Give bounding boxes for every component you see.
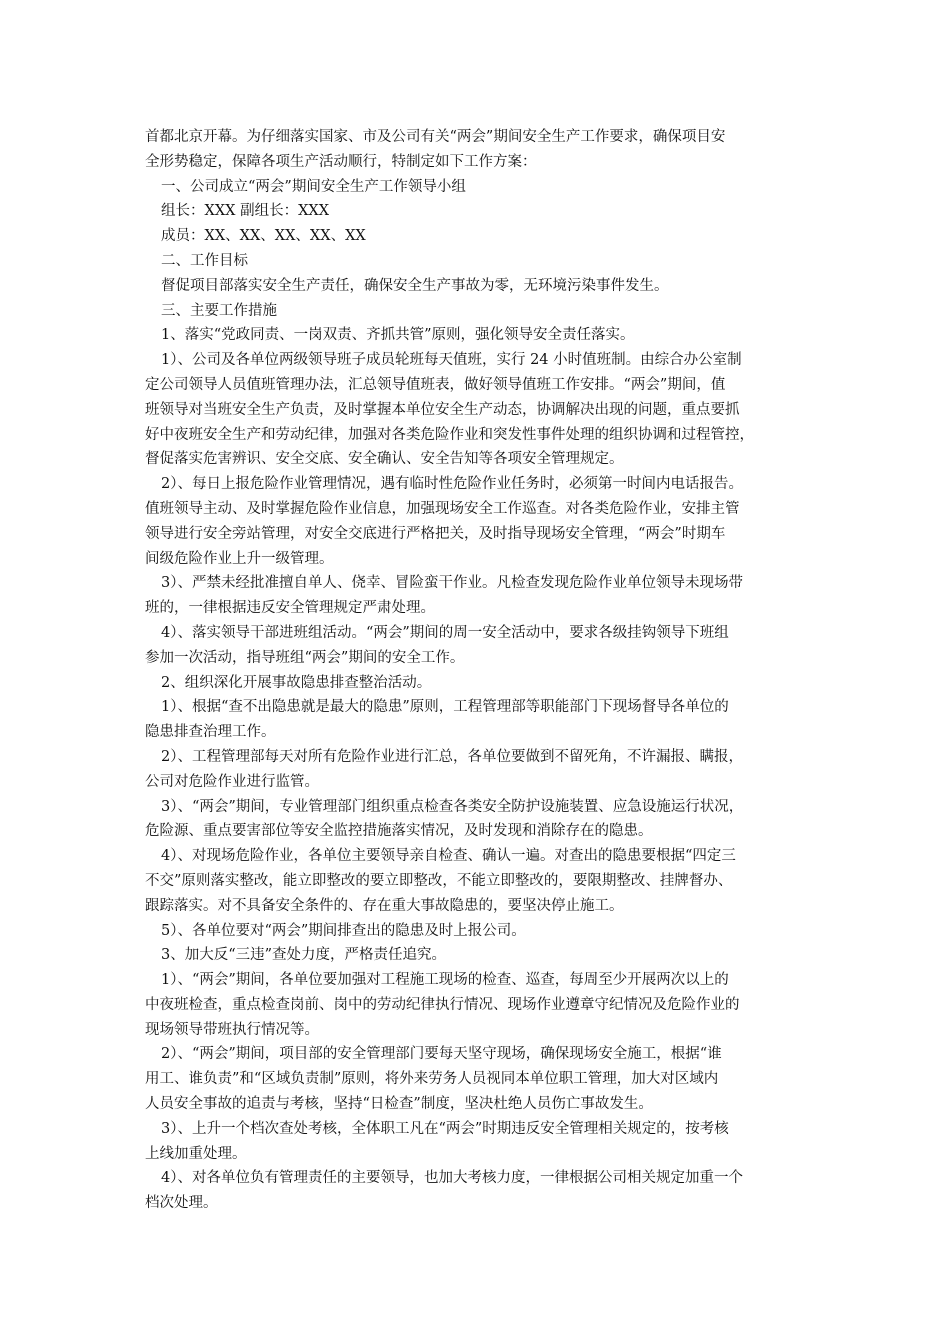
text-line: 好中夜班安全生产和劳动纪律，加强对各类危险作业和突发性事件处理的组织协调和过程管控，: [145, 426, 754, 443]
text-line: 4）、落实领导干部进班组活动。“两会”期间的周一安全活动中，要求各级挂钩领导下班组: [161, 624, 729, 641]
text-line: 1）、根据“查不出隐患就是最大的隐患”原则，工程管理部等职能部门下现场督导各单位的: [161, 699, 729, 716]
text-line: 二、工作目标: [161, 252, 248, 269]
text-line: 一、公司成立“两会”期间安全生产工作领导小组: [161, 178, 466, 195]
text-line: 用工、谁负责”和“区域负责制”原则，将外来劳务人员视同本单位职工管理，加大对区域内: [145, 1071, 719, 1088]
text-line: 2）、“两会”期间，项目部的安全管理部门要每天坚守现场，确保现场安全施工，根据“谁: [161, 1046, 722, 1063]
text-line: 值班领导主动、及时掌握危险作业信息，加强现场安全工作巡查。对各类危险作业，安排主管: [145, 500, 740, 517]
text-line: 3）、严禁未经批准擅自单人、侥幸、冒险蛮干作业。凡检查发现危险作业单位领导未现场带: [161, 575, 743, 592]
text-line: 跟踪落实。对不具备安全条件的、存在重大事故隐患的，要坚决停止施工。: [145, 897, 624, 914]
text-line: 三、主要工作措施: [161, 302, 277, 319]
text-line: 2）、每日上报危险作业管理情况，遇有临时性危险作业任务时，必须第一时间内电话报告。: [161, 476, 743, 493]
text-line: 组长：XXX 副组长：XXX: [161, 203, 330, 220]
text-line: 4）、对现场危险作业，各单位主要领导亲自检查、确认一遍。对查出的隐患要根据“四定三: [161, 848, 736, 865]
text-line: 督促落实危害辨识、安全交底、安全确认、安全告知等各项安全管理规定。: [145, 451, 624, 468]
text-line: 2）、工程管理部每天对所有危险作业进行汇总，各单位要做到不留死角，不许漏报、瞒报，: [161, 748, 743, 765]
text-line: 3）、“两会”期间，专业管理部门组织重点检查各类安全防护设施装置、应急设施运行状况，: [161, 798, 744, 815]
text-line: 1、落实“党政同责、一岗双责、齐抓共管”原则，强化领导安全责任落实。: [161, 327, 635, 344]
text-line: 督促项目部落实安全生产责任，确保安全生产事故为零，无环境污染事件发生。: [161, 277, 669, 294]
text-line: 班领导对当班安全生产负责，及时掌握本单位安全生产动态，协调解决出现的问题，重点要抓: [145, 401, 740, 418]
text-line: 首都北京开幕。为仔细落实国家、市及公司有关“两会”期间安全生产工作要求，确保项目安: [145, 129, 726, 145]
text-line: 1）、公司及各单位两级领导班子成员轮班每天值班，实行 24 小时值班制。由综合办公室制: [161, 352, 742, 369]
text-line: 全形势稳定，保障各项生产活动顺行，特制定如下工作方案：: [145, 153, 537, 170]
text-line: 现场领导带班执行情况等。: [145, 1021, 319, 1038]
text-line: 公司对危险作业进行监管。: [145, 773, 319, 790]
text-line: 隐患排查治理工作。: [145, 724, 276, 741]
text-line: 4）、对各单位负有管理责任的主要领导，也加大考核力度，一律根据公司相关规定加重一个: [161, 1170, 743, 1187]
text-line: 2、组织深化开展事故隐患排查整治活动。: [161, 674, 432, 691]
document-body: [145, 125, 813, 1216]
text-line: 领导进行安全旁站管理，对安全交底进行严格把关，及时指导现场安全管理，“两会”时期车: [145, 525, 726, 542]
text-line: 成员：XX、XX、XX、XX、XX: [161, 228, 366, 245]
text-line: 中夜班检查，重点检查岗前、岗中的劳动纪律执行情况、现场作业遵章守纪情况及危险作业的: [145, 996, 740, 1013]
text-line: 档次处理。: [145, 1195, 218, 1212]
text-line: 5）、各单位要对“两会”期间排查出的隐患及时上报公司。: [161, 922, 526, 939]
text-line: 人员安全事故的追责与考核，坚持“日检查”制度，坚决杜绝人员伤亡事故发生。: [145, 1096, 653, 1113]
text-line: 间级危险作业上升一级管理。: [145, 550, 334, 567]
text-line: 不交”原则落实整改，能立即整改的要立即整改，不能立即整改的，要限期整改、挂牌督办、: [145, 872, 733, 889]
text-line: 3、加大反“三违”查处力度，严格责任追究。: [161, 947, 447, 964]
text-line: 班的，一律根据违反安全管理规定严肃处理。: [145, 600, 435, 617]
text-line: 参加一次活动，指导班组“两会”期间的安全工作。: [145, 649, 465, 666]
text-line: 定公司领导人员值班管理办法，汇总领导值班表，做好领导值班工作安排。“两会”期间，值: [145, 376, 726, 393]
text-line: 3）、上升一个档次查处考核，全体职工凡在“两会”时期违反安全管理相关规定的，按考核: [161, 1120, 729, 1137]
text-line: 危险源、重点要害部位等安全监控措施落实情况，及时发现和消除存在的隐患。: [145, 823, 653, 840]
text-line: 1）、“两会”期间，各单位要加强对工程施工现场的检查、巡查，每周至少开展两次以上的: [161, 972, 729, 989]
text-line: 上线加重处理。: [145, 1145, 247, 1162]
